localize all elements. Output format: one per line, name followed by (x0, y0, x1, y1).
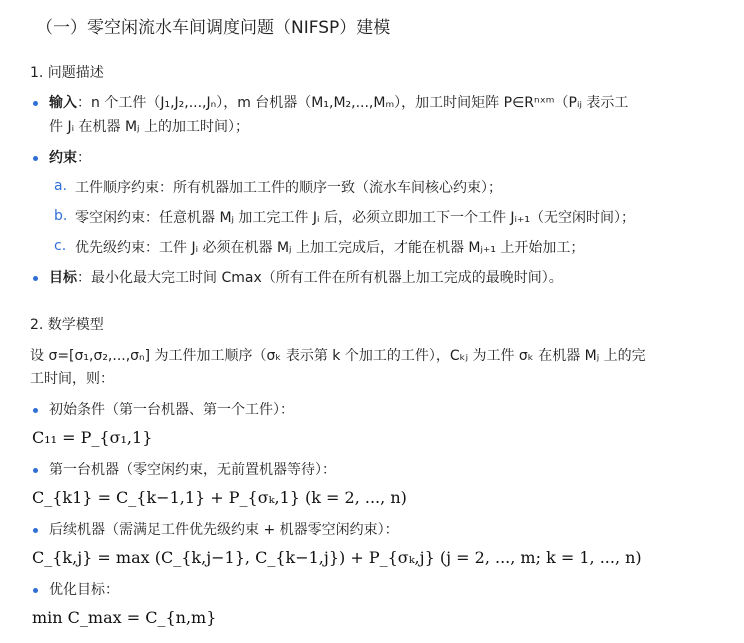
bullet-dot (33, 588, 38, 593)
model-item-label: 第一台机器（零空闲约束，无前置机器等待）： (49, 462, 336, 478)
bullet-dot (33, 408, 38, 413)
model-item-label: 后续机器（需满足工件优先级约束 + 机器零空闲约束）： (49, 522, 399, 538)
input-line-1 (49, 93, 628, 113)
page-title: （一）零空闲流水车间调度问题（NIFSP）建模 (36, 18, 391, 38)
constraint-marker-b: b. (54, 208, 68, 224)
bullet-dot (33, 101, 38, 106)
model-intro-line-1: 设 σ=[σ₁,σ₂,...,σₙ] 为工件加工顺序（σₖ 表示第 k 个加工的工件），Cₖⱼ 为工件 σₖ 在机器 Mⱼ 上的完 (30, 348, 646, 364)
constraint-item-c: 优先级约束：工件 Jᵢ 必须在机器 Mⱼ 上加工完成后，才能在机器 Mⱼ₊₁ 上开始加工； (75, 240, 585, 256)
constraint-item-a: 工件顺序约束：所有机器加工工件的顺序一致（流水车间核心约束）； (75, 180, 502, 196)
goal-text: ：最小化最大完工时间 Cmax（所有工件在所有机器上加工完成的最晚时间）。 (77, 270, 563, 286)
bullet-dot (33, 156, 38, 161)
section-heading-problem: 1. 问题描述 (30, 65, 104, 81)
goal-label: 目标 (49, 270, 77, 286)
goal-line (49, 268, 563, 288)
formula-initial: C₁₁ = P_{σ₁,1} (32, 428, 153, 447)
constraint-marker-c: c. (54, 238, 67, 254)
formula-objective: min C_max = C_{n,m} (32, 608, 217, 627)
section-heading-model: 2. 数学模型 (30, 317, 104, 333)
model-item-label: 优化目标： (49, 582, 119, 598)
formula-subsequent-machines: C_{k,j} = max (C_{k,j−1}, C_{k−1,j}) + P_{σₖ,j} (j = 2, ..., m; k = 1, ..., n) (32, 548, 642, 567)
constraint-marker-a: a. (54, 178, 68, 194)
model-item-label: 初始条件（第一台机器、第一个工件）： (49, 402, 294, 418)
formula-first-machine: C_{k1} = C_{k−1,1} + P_{σₖ,1} (k = 2, ..., n) (32, 488, 407, 507)
constraint-item-b: 零空闲约束：任意机器 Mⱼ 加工完工件 Jᵢ 后，必须立即加工下一个工件 Jᵢ₊₁（无空闲时间）； (75, 210, 636, 226)
input-line-2: 件 Jᵢ 在机器 Mⱼ 上的加工时间）； (49, 119, 249, 135)
input-text-1: ：n 个工件（J₁,J₂,...,Jₙ），m 台机器（M₁,M₂,...,Mₘ），加工时间矩阵 P∈Rⁿˣᵐ（Pᵢⱼ 表示工 (77, 95, 629, 111)
input-label: 输入 (49, 95, 77, 111)
constraints-label: 约束 (49, 150, 77, 166)
model-intro-line-2: 工时间，则： (30, 371, 114, 387)
bullet-dot (33, 276, 38, 281)
bullet-dot (33, 468, 38, 473)
constraints-line: 约束： (49, 150, 91, 166)
bullet-dot (33, 528, 38, 533)
